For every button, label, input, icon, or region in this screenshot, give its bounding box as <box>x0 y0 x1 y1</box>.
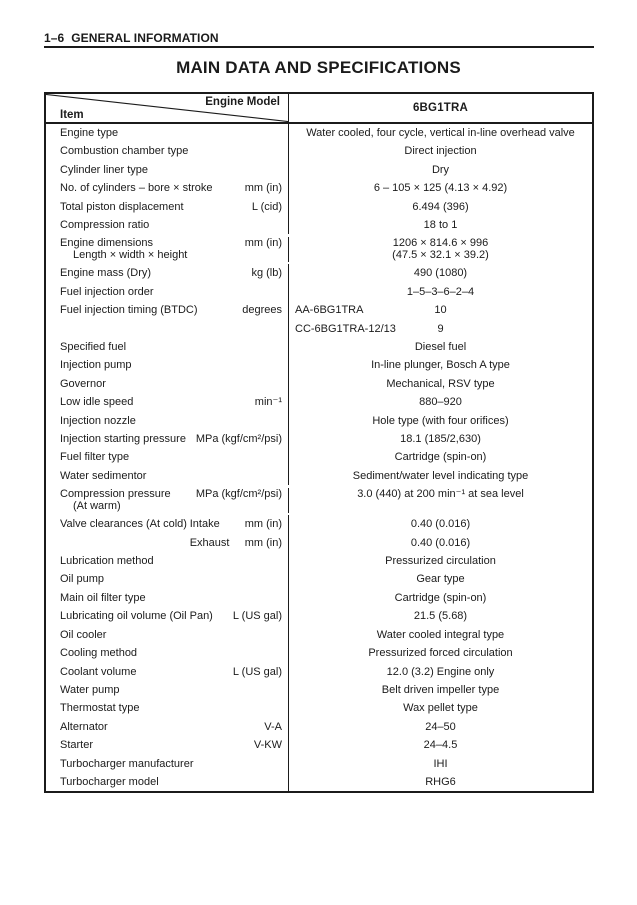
spec-subitem-value: 9 <box>437 322 444 335</box>
table-row <box>46 338 592 356</box>
spec-item-cell <box>46 375 289 393</box>
table-row <box>46 570 592 588</box>
spec-item-line <box>60 718 282 736</box>
spec-value: 21.5 (5.68) <box>413 610 468 623</box>
spec-item-label: Oil pump <box>60 573 105 586</box>
table-row <box>46 773 592 791</box>
spec-item-cell <box>46 626 289 644</box>
table-row <box>46 356 592 374</box>
spec-value-cell <box>289 179 592 197</box>
table-row <box>46 375 592 393</box>
spec-subrow <box>289 320 592 338</box>
spec-item-cell <box>46 699 289 717</box>
spec-item-label: Turbocharger model <box>60 775 159 788</box>
spec-item-cell <box>46 216 289 234</box>
spec-item-cell <box>46 430 289 448</box>
spec-item-label: Governor <box>60 377 106 390</box>
spacer <box>184 198 252 216</box>
spec-item-line <box>60 237 282 250</box>
table-row <box>46 626 592 644</box>
spec-value-cell <box>289 644 592 662</box>
table-row <box>46 755 592 773</box>
spec-item-cell <box>46 283 289 301</box>
spec-item-label: Water pump <box>60 683 120 696</box>
spec-item-label-line2: Length × width × height <box>73 249 188 262</box>
spec-item-label: Lubrication method <box>60 555 154 568</box>
spec-item-line <box>60 393 282 411</box>
spec-item-unit: mm (in) <box>244 236 282 249</box>
spec-item-line <box>60 736 282 754</box>
spec-value: 18 to 1 <box>423 219 458 232</box>
spec-item-label: Valve clearances (At cold) <box>60 518 187 531</box>
spec-value: 1206 × 814.6 × 996 <box>392 236 489 249</box>
spec-item-cell <box>46 663 289 681</box>
table-row <box>46 681 592 699</box>
spec-item-unit: MPa (kgf/cm²/psi) <box>195 487 282 500</box>
table-row <box>46 430 592 448</box>
spec-value-cell <box>289 607 592 625</box>
spec-item-label: Fuel injection timing (BTDC) <box>60 304 198 317</box>
spec-value-line2: (47.5 × 32.1 × 39.2) <box>392 249 489 262</box>
spec-value-cell <box>289 515 592 533</box>
table-row <box>46 124 592 142</box>
spec-value: Mechanical, RSV type <box>386 377 495 390</box>
spec-item-line <box>60 644 282 662</box>
spec-value-cell <box>289 430 592 448</box>
spec-value: In-line plunger, Bosch A type <box>371 359 510 372</box>
spec-item-label: Injection pump <box>60 359 132 372</box>
spec-item-line <box>60 375 282 393</box>
spec-subitem-name: CC-6BG1TRA-12/13 <box>295 322 396 335</box>
spec-item-label: Cooling method <box>60 647 138 660</box>
spec-value-cell <box>289 338 592 356</box>
spec-item-cell <box>46 718 289 736</box>
spec-value: Dry <box>431 163 450 176</box>
spec-value: Direct injection <box>404 145 477 158</box>
spec-item-line <box>60 699 282 717</box>
spec-value-cell <box>289 773 592 791</box>
spec-item-label: Combustion chamber type <box>60 145 189 158</box>
spec-item-label: Lubricating oil volume (Oil Pan) <box>60 610 213 623</box>
spec-value-cell <box>289 626 592 644</box>
spacer <box>133 393 254 411</box>
spec-value-cell <box>289 375 592 393</box>
spec-item-cell <box>46 412 289 430</box>
spec-value: Pressurized circulation <box>385 555 496 568</box>
spacer <box>186 430 196 448</box>
spec-item-label: Starter <box>60 739 94 752</box>
spec-item-sublabel: Intake <box>189 518 220 531</box>
spec-item-line <box>60 161 282 179</box>
spec-value-cell <box>289 142 592 160</box>
spec-item-line <box>60 589 282 607</box>
table-row <box>46 412 592 430</box>
spacer <box>171 488 196 501</box>
spacer <box>213 607 233 625</box>
spec-item-cell <box>46 237 289 262</box>
spec-item-label: Injection starting pressure <box>60 433 186 446</box>
spec-value-cell <box>289 663 592 681</box>
table-row <box>46 485 592 515</box>
item-label: Item <box>60 109 84 121</box>
spec-value: IHI <box>433 757 448 770</box>
table-row <box>46 198 592 216</box>
spec-item-label: Water sedimentor <box>60 469 147 482</box>
table-row <box>46 699 592 717</box>
spec-value: 12.0 (3.2) Engine only <box>386 665 495 678</box>
spec-value-cell <box>289 161 592 179</box>
spacer <box>93 736 254 754</box>
table-row <box>46 467 592 485</box>
spec-value-cell <box>289 699 592 717</box>
table-row <box>46 216 592 234</box>
spec-item-line <box>60 264 282 282</box>
spec-value: Hole type (with four orifices) <box>372 414 509 427</box>
spec-item-line <box>60 179 282 197</box>
spec-item-cell <box>46 301 289 338</box>
spec-subitem-name: AA-6BG1TRA <box>295 304 364 317</box>
spec-value-cell <box>289 216 592 234</box>
spec-item-unit: min⁻¹ <box>254 396 282 409</box>
spec-item-label: Fuel injection order <box>60 285 154 298</box>
spec-item-cell <box>46 338 289 356</box>
spec-item-line <box>60 570 282 588</box>
spec-item-line <box>60 755 282 773</box>
table-row <box>46 736 592 754</box>
spec-item-cell <box>46 589 289 607</box>
page-header: 1–6 GENERAL INFORMATION <box>44 31 219 45</box>
spec-item-line <box>60 356 282 374</box>
spec-item-cell <box>46 644 289 662</box>
spec-value: Sediment/water level indicating type <box>352 469 529 482</box>
spec-item-unit: L (US gal) <box>232 610 282 623</box>
spec-item-label: Thermostat type <box>60 702 140 715</box>
spec-value-cell <box>289 412 592 430</box>
table-row <box>46 589 592 607</box>
spec-value: 6.494 (396) <box>412 200 469 213</box>
engine-model-header: 6BG1TRA <box>412 102 469 114</box>
spec-item-line <box>60 142 282 160</box>
spec-item-label: Engine dimensions <box>60 236 153 249</box>
spec-item-label: Injection nozzle <box>60 414 136 427</box>
spec-item-line <box>60 663 282 681</box>
table-row <box>46 644 592 662</box>
spec-item-line <box>60 448 282 466</box>
table-row <box>46 161 592 179</box>
spec-item-unit: V-A <box>264 720 282 733</box>
table-row <box>46 264 592 282</box>
table-row <box>46 718 592 736</box>
spec-item-cell <box>46 534 289 552</box>
spacer <box>136 663 232 681</box>
spec-value: Diesel fuel <box>414 341 467 354</box>
spec-value-cell <box>289 488 592 513</box>
spec-value-cell <box>289 736 592 754</box>
spec-subrow <box>289 301 592 319</box>
spec-value-cell <box>289 448 592 466</box>
spec-item-line <box>60 412 282 430</box>
spec-item-label: Compression ratio <box>60 219 150 232</box>
spec-item-line <box>60 681 282 699</box>
spec-item-line <box>60 124 282 142</box>
spec-item-label: Fuel filter type <box>60 451 130 464</box>
spec-item-cell <box>46 570 289 588</box>
spec-item-label: Turbocharger manufacturer <box>60 757 194 770</box>
spec-table <box>44 92 594 793</box>
spec-value-cell <box>289 356 592 374</box>
spacer <box>108 718 265 736</box>
table-header-row <box>46 94 592 124</box>
spec-value-cell <box>289 264 592 282</box>
spec-item-cell <box>46 755 289 773</box>
spec-value: 0.40 (0.016) <box>410 536 471 549</box>
spec-item-label: Engine type <box>60 127 119 139</box>
spec-value: Belt driven impeller type <box>381 683 500 696</box>
spec-value-cell <box>289 237 592 262</box>
spec-item-unit: mm (in) <box>244 518 282 531</box>
spec-item-label: Oil cooler <box>60 628 107 641</box>
spec-item-line <box>60 626 282 644</box>
spec-item-line <box>60 607 282 625</box>
spec-value-cell <box>289 718 592 736</box>
spec-value: 490 (1080) <box>413 267 468 280</box>
spacer <box>151 264 251 282</box>
spec-item-line <box>60 552 282 570</box>
spec-item-label-line2: (At warm) <box>73 500 121 513</box>
spec-item-unit: V-KW <box>253 739 282 752</box>
spec-item-line <box>60 198 282 216</box>
spec-value-cell <box>289 552 592 570</box>
spec-item-line <box>60 430 282 448</box>
spec-item-label: Total piston displacement <box>60 200 184 213</box>
table-body <box>46 124 592 791</box>
spec-value: Cartridge (spin-on) <box>394 451 487 464</box>
spec-value: 1–5–3–6–2–4 <box>406 285 475 298</box>
spec-value-cell <box>289 534 592 552</box>
page-title: MAIN DATA AND SPECIFICATIONS <box>176 58 461 77</box>
spec-item-line <box>60 338 282 356</box>
spec-value: 24–50 <box>425 720 456 733</box>
spec-value-cell <box>289 570 592 588</box>
spec-value: RHG6 <box>425 775 456 788</box>
spec-value: Wax pellet type <box>403 702 478 715</box>
spec-value: 0.40 (0.016) <box>410 518 471 531</box>
spacer <box>198 301 243 319</box>
header-rule <box>44 46 594 48</box>
spec-item-cell <box>46 264 289 282</box>
spacer <box>153 237 245 250</box>
spec-item-cell <box>46 515 289 533</box>
spec-item-label: No. of cylinders – bore × stroke <box>60 182 213 195</box>
spec-item-cell <box>46 448 289 466</box>
spec-item-unit: kg (lb) <box>251 267 282 280</box>
spec-item-cell <box>46 393 289 411</box>
spec-item-cell <box>46 773 289 791</box>
spec-value: 880–920 <box>419 396 462 409</box>
spec-item-unit: mm (in) <box>244 536 282 549</box>
spec-item-label: Low idle speed <box>60 396 134 409</box>
spec-item-line <box>60 216 282 234</box>
table-row <box>46 552 592 570</box>
table-row <box>46 393 592 411</box>
table-row <box>46 534 592 552</box>
spec-item-unit: MPa (kgf/cm²/psi) <box>195 433 282 446</box>
spec-value: Water cooled integral type <box>376 628 505 641</box>
spec-item-label: Cylinder liner type <box>60 163 149 176</box>
spec-item-line <box>60 467 282 485</box>
spec-value: 18.1 (185/2,630) <box>400 433 481 446</box>
table-row <box>46 179 592 197</box>
table-row <box>46 663 592 681</box>
spacer <box>213 179 245 197</box>
spec-item-cell <box>46 681 289 699</box>
spec-value: Water cooled, four cycle, vertical in-line overhead valve <box>306 127 575 139</box>
spec-value-cell <box>289 467 592 485</box>
corner-cell <box>46 94 289 122</box>
spec-item-label: Main oil filter type <box>60 591 146 604</box>
spec-item-cell <box>46 356 289 374</box>
spec-item-line <box>60 534 282 552</box>
spec-item-cell <box>46 179 289 197</box>
spec-value: Gear type <box>416 573 465 586</box>
table-row <box>46 301 592 338</box>
spec-value-cell <box>289 301 592 338</box>
spec-item-cell <box>46 142 289 160</box>
spec-item-cell <box>46 607 289 625</box>
spec-value-cell <box>289 681 592 699</box>
spec-value-cell <box>289 393 592 411</box>
spec-item-unit: degrees <box>242 304 282 317</box>
table-row <box>46 515 592 533</box>
spec-item-label: Alternator <box>60 720 108 733</box>
spec-value-cell <box>289 755 592 773</box>
spec-item-line <box>60 488 282 501</box>
spec-value: 3.0 (440) at 200 min⁻¹ at sea level <box>357 487 524 500</box>
spec-item-label: Compression pressure <box>60 487 171 500</box>
spec-item-sublabel: Exhaust <box>189 536 230 549</box>
spec-value-cell <box>289 283 592 301</box>
spec-item-unit: mm (in) <box>244 182 282 195</box>
spec-value: 24–4.5 <box>423 739 458 752</box>
spec-item-cell <box>46 161 289 179</box>
spec-item-cell <box>46 736 289 754</box>
spec-item-cell <box>46 488 289 513</box>
spec-value: 6 – 105 × 125 (4.13 × 4.92) <box>373 182 508 195</box>
table-row <box>46 607 592 625</box>
spec-item-line <box>60 301 282 319</box>
spec-item-unit: L (US gal) <box>232 665 282 678</box>
table-row <box>46 142 592 160</box>
spec-item-label: Specified fuel <box>60 341 127 354</box>
table-row <box>46 283 592 301</box>
spec-item-cell <box>46 552 289 570</box>
engine-model-label: Engine Model <box>205 96 280 108</box>
spec-item-cell <box>46 124 289 142</box>
spec-item-label: Engine mass (Dry) <box>60 267 152 280</box>
table-row <box>46 234 592 264</box>
spec-item-line <box>60 283 282 301</box>
spec-item-line <box>60 773 282 791</box>
spec-item-unit: L (cid) <box>251 200 282 213</box>
spec-value: Cartridge (spin-on) <box>394 591 487 604</box>
spec-item-label: Coolant volume <box>60 665 137 678</box>
spec-item-line <box>60 515 282 533</box>
table-row <box>46 448 592 466</box>
spec-value: Pressurized forced circulation <box>368 647 513 660</box>
spec-subitem-value: 10 <box>434 304 447 317</box>
spec-item-cell <box>46 198 289 216</box>
spec-value-cell <box>289 198 592 216</box>
spec-value-cell <box>289 124 592 142</box>
spacer <box>60 534 190 552</box>
spec-item-cell <box>46 467 289 485</box>
spec-value-cell <box>289 589 592 607</box>
